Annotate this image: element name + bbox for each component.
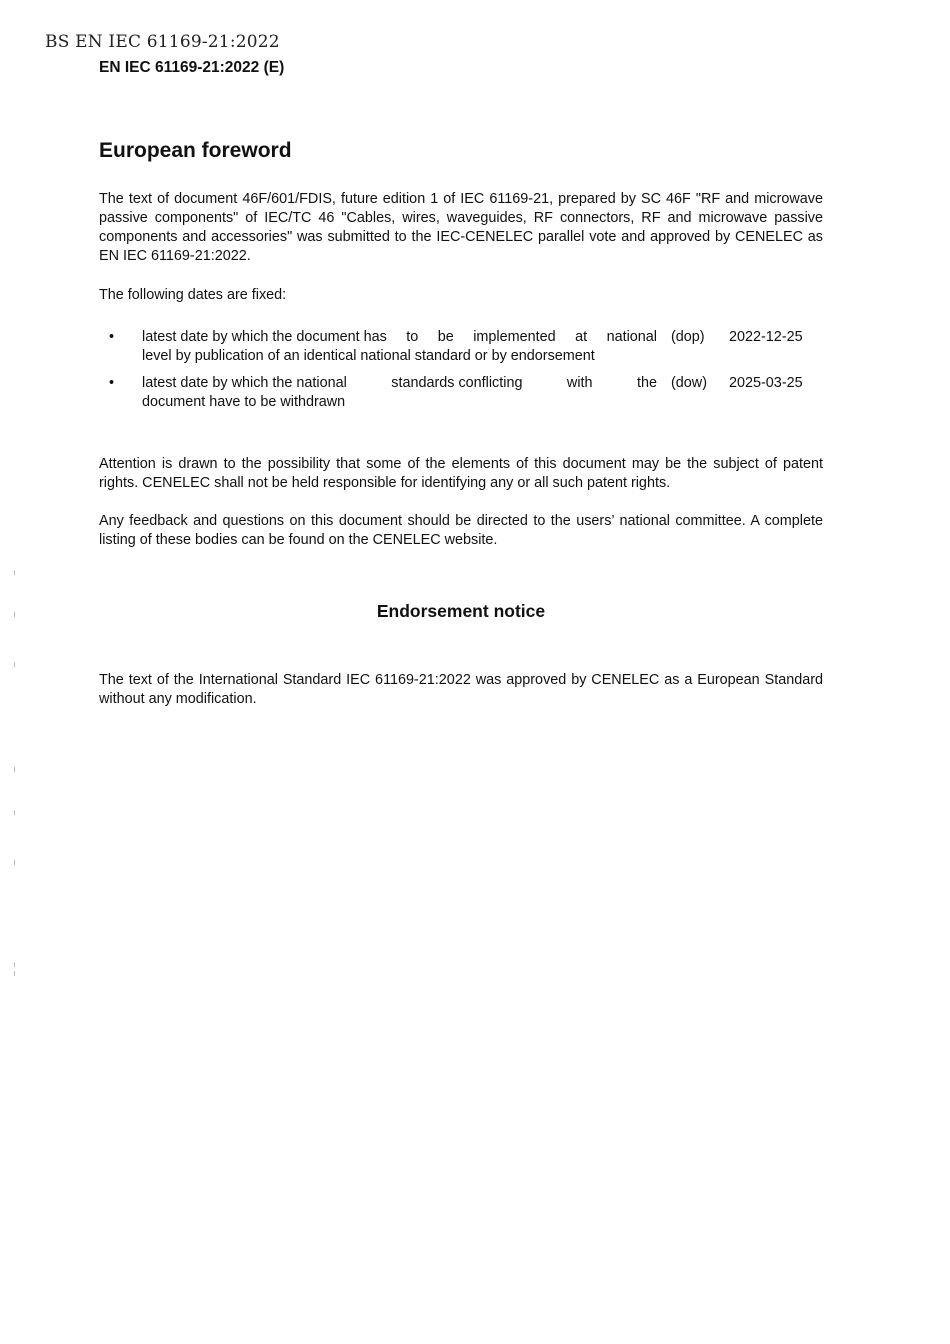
word: latest date by which the national [142, 375, 347, 391]
date-value: 2022-12-25 [729, 329, 803, 345]
word: to [406, 329, 419, 345]
margin-mark [14, 662, 15, 667]
margin-mark [14, 810, 15, 815]
date-description-line1 [142, 374, 657, 393]
date-value: 2025-03-25 [729, 375, 803, 391]
en-standard-designation: EN IEC 61169-21:2022 (E) [99, 59, 285, 76]
date-description-line1 [142, 328, 657, 347]
foreword-title: European foreword [99, 139, 292, 162]
margin-mark [14, 767, 15, 772]
word: national [606, 329, 657, 345]
margin-mark [14, 860, 15, 865]
date-item-dop [99, 328, 823, 368]
patent-attention-paragraph: Attention is drawn to the possibility that some of the elements of this document may be the subject of patent rights. CENELEC shall not be held responsible for identifying any or all such patent rights. [99, 456, 823, 491]
dates-intro-paragraph: The following dates are fixed: [99, 287, 287, 303]
date-description-line2: document have to be withdrawn [142, 394, 346, 410]
date-description-line2: level by publication of an identical national standard or by endorsement [142, 348, 595, 364]
date-code: (dow) [671, 375, 707, 391]
word: with [566, 375, 593, 391]
endorsement-paragraph: The text of the International Standard IEC 61169-21:2022 was approved by CENELEC as a European Standard without any modification. [99, 672, 823, 707]
margin-mark [14, 971, 15, 976]
date-code: (dop) [671, 329, 705, 345]
foreword-intro-paragraph: The text of document 46F/601/FDIS, future edition 1 of IEC 61169-21, prepared by SC 46F "RF and microwave passive components" of IEC/TC 46 "Cables, wires, waveguides, RF connectors, RF and microwave passive components and accessories" was submitted to the IEC-CENELEC parallel vote and approved by CENELEC as EN IEC 61169-21:2022. [99, 191, 823, 264]
word: implemented [473, 329, 556, 345]
word: the [636, 375, 657, 391]
bs-standard-designation: BS EN IEC 61169-21:2022 [45, 32, 280, 52]
date-description [142, 328, 657, 366]
margin-mark [14, 962, 15, 967]
endorsement-title: Endorsement notice [376, 601, 546, 621]
word: be [437, 329, 454, 345]
date-description [142, 374, 657, 412]
margin-mark [14, 570, 15, 575]
date-item-dow [99, 374, 823, 414]
word: latest date by which the document has [142, 329, 387, 345]
margin-mark [14, 612, 15, 617]
word: at [575, 329, 588, 345]
feedback-paragraph: Any feedback and questions on this document should be directed to the users’ national committee. A complete listing of these bodies can be found on the CENELEC website. [99, 513, 823, 548]
bullet-icon: • [109, 329, 115, 345]
bullet-icon: • [109, 375, 115, 391]
word: standards conflicting [391, 375, 523, 391]
